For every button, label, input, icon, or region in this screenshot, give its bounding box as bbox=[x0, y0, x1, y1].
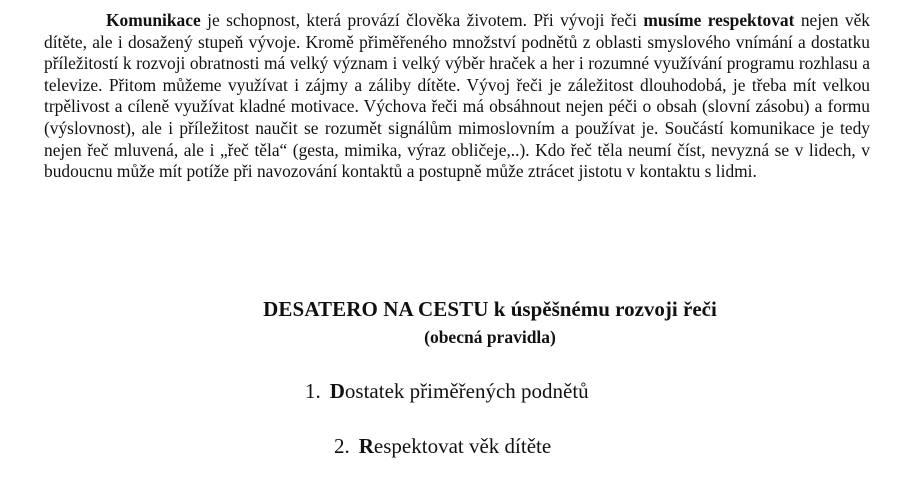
section-subtitle: (obecná pravidla) bbox=[424, 327, 556, 347]
rule-item bbox=[305, 378, 589, 404]
intro-text-part-1: je schopnost, která provází člověka životem. Při vývoji řeči bbox=[200, 10, 644, 30]
rule-item bbox=[334, 433, 551, 459]
rule-initial: D bbox=[329, 379, 345, 403]
section-title-caps: DESATERO NA CESTU bbox=[263, 297, 489, 321]
intro-paragraph bbox=[44, 10, 870, 183]
intro-lead-term: Komunikace bbox=[106, 10, 201, 30]
rule-number: 1. bbox=[305, 379, 321, 403]
intro-text-part-2: nejen věk dítěte, ale i dosažený stupeň vývoje. Kromě přiměřeného množství podnětů z oblasti smyslového vnímání a dostatku příležitostí k rozvoji obratnosti má velký význam i velký výběr hraček a her i rozumné využívání programu rozhlasu a televize. Přitom můžeme využívat i zájmy a záliby dítěte. Vývoj řeči je záležitost dlouhodobá, je třeba mít velkou trpělivost a cíleně využívat kladné motivace. Výchova řeči má obsáhnout nejen péči o obsah (slovní zásobu) a formu (výslovnost), ale i příležitost naučit se rozumět signálům mimoslovním a používat je. Součástí komunikace je tedy nejen řeč mluvená, ale i „řeč těla“ (gesta, mimika, výraz obličeje,..). Kdo řeč těla neumí číst, nevyzná se v lidech, v budoucnu může mít potíže při navozování kontaktů a postupně může ztrácet jistotu v kontaktu s lidmi. bbox=[44, 10, 870, 182]
section-title bbox=[0, 296, 921, 322]
rule-text: espektovat věk dítěte bbox=[373, 434, 552, 458]
intro-emphasis: musíme respektovat bbox=[643, 10, 795, 30]
section-title-rest: k úspěšnému rozvoji řeči bbox=[488, 297, 717, 321]
rule-text: ostatek přiměřených podnětů bbox=[344, 379, 589, 403]
rule-initial: R bbox=[358, 434, 374, 458]
rule-number: 2. bbox=[334, 434, 350, 458]
